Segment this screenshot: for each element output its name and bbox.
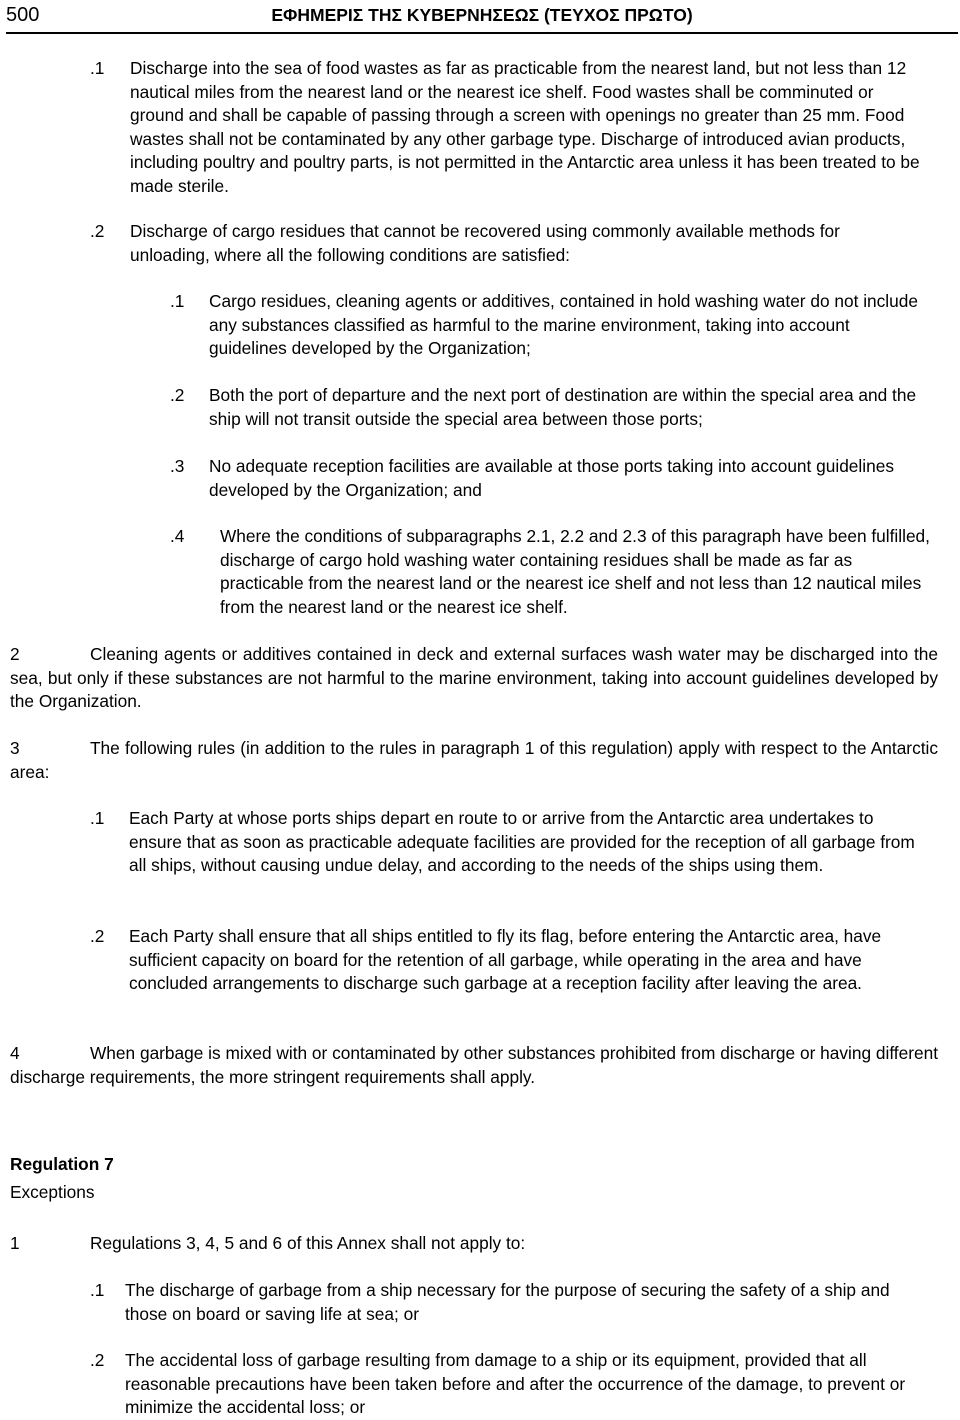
paragraph-1-2-4: Where the conditions of subparagraphs 2.1, 2.2 and 2.3 of this paragraph have been fulfilled, discharge of cargo hold washing water containing residues shall be made as far as practicable from the nearest land or the nearest ice shelf and not less than 12 nautical miles from the nearest land or the nearest ice shelf.: [220, 526, 930, 617]
paragraph-2: Cleaning agents or additives contained in deck and external surfaces wash water may be discharged into the sea, but only if these substances are not harmful to the marine environment, taking into account guidelines developed by the Organization.: [10, 644, 938, 711]
item-number: .1: [90, 808, 105, 828]
paragraph-1-2-2: Both the port of departure and the next port of destination are within the special area and the ship will not transit outside the special area between those ports;: [209, 385, 917, 429]
item-number: .2: [90, 221, 105, 241]
item-number: .2: [90, 1350, 105, 1370]
paragraph-number: 1: [10, 1233, 20, 1253]
paragraph-1-1: Discharge into the sea of food wastes as far as practicable from the nearest land, but not less than 12 nautical miles from the nearest land or the nearest ice shelf. Food wastes shall be comminuted or ground and shall be capable of passing through a screen with openings no greater than 25 mm. Food wastes shall not be contaminated by any other garbage type. Discharge of introduced avian products, including poultry and poultry parts, is not permitted in the Antarctic area unless it has been treated to be made sterile.: [130, 58, 920, 196]
page-number: 500: [6, 4, 40, 26]
item-number: .1: [90, 1280, 105, 1300]
paragraph-4: When garbage is mixed with or contaminated by other substances prohibited from discharge or having different discharge requirements, the more stringent requirements shall apply.: [10, 1043, 938, 1087]
paragraph-3: The following rules (in addition to the rules in paragraph 1 of this regulation) apply with respect to the Antarctic area:: [10, 738, 938, 782]
regulation-7-item-2: The accidental loss of garbage resulting from damage to a ship or its equipment, provided that all reasonable precautions have been taken before and after the occurrence of the damage, to prevent or minimize the accidental loss; or: [125, 1350, 906, 1417]
paragraph-1-2-1: Cargo residues, cleaning agents or additives, contained in hold washing water do not include any substances classified as harmful to the marine environment, taking into account guidelines developed by the Organization;: [209, 291, 918, 358]
item-number: .2: [170, 385, 185, 405]
item-number: .1: [170, 291, 185, 311]
regulation-heading: Regulation 7: [10, 1154, 114, 1174]
paragraph-1-2-3: No adequate reception facilities are available at those ports taking into account guidelines developed by the Organization; and: [209, 456, 894, 500]
page-header: [6, 2, 958, 34]
paragraph-1-2: Discharge of cargo residues that cannot be recovered using commonly available methods for unloading, where all the following conditions are satisfied:: [130, 221, 840, 265]
paragraph-number: 3: [10, 738, 20, 758]
item-number: .3: [170, 456, 185, 476]
item-number: .4: [170, 526, 185, 546]
item-number: .1: [90, 58, 105, 78]
regulation-7-item-1: The discharge of garbage from a ship necessary for the purpose of securing the safety of a ship and those on board or saving life at sea; or: [125, 1280, 890, 1324]
regulation-7-paragraph-1: Regulations 3, 4, 5 and 6 of this Annex shall not apply to:: [90, 1233, 526, 1253]
paragraph-3-2: Each Party shall ensure that all ships entitled to fly its flag, before entering the Antarctic area, have sufficient capacity on board for the retention of all garbage, while operating in the area and have concluded arrangements to discharge such garbage at a reception facility after leaving the area.: [129, 926, 882, 993]
paragraph-number: 4: [10, 1043, 20, 1063]
regulation-subtitle: Exceptions: [10, 1182, 95, 1202]
gazette-title: ΕΦΗΜΕΡΙΣ ΤΗΣ ΚΥΒΕΡΝΗΣΕΩΣ (ΤΕΥΧΟΣ ΠΡΩΤΟ): [271, 5, 693, 25]
paragraph-number: 2: [10, 644, 20, 664]
paragraph-3-1: Each Party at whose ports ships depart en route to or arrive from the Antarctic area undertakes to ensure that as soon as practicable adequate facilities are provided for the reception of all garbage from all ships, without causing undue delay, and according to the needs of the ships using them.: [129, 808, 915, 875]
item-number: .2: [90, 926, 105, 946]
